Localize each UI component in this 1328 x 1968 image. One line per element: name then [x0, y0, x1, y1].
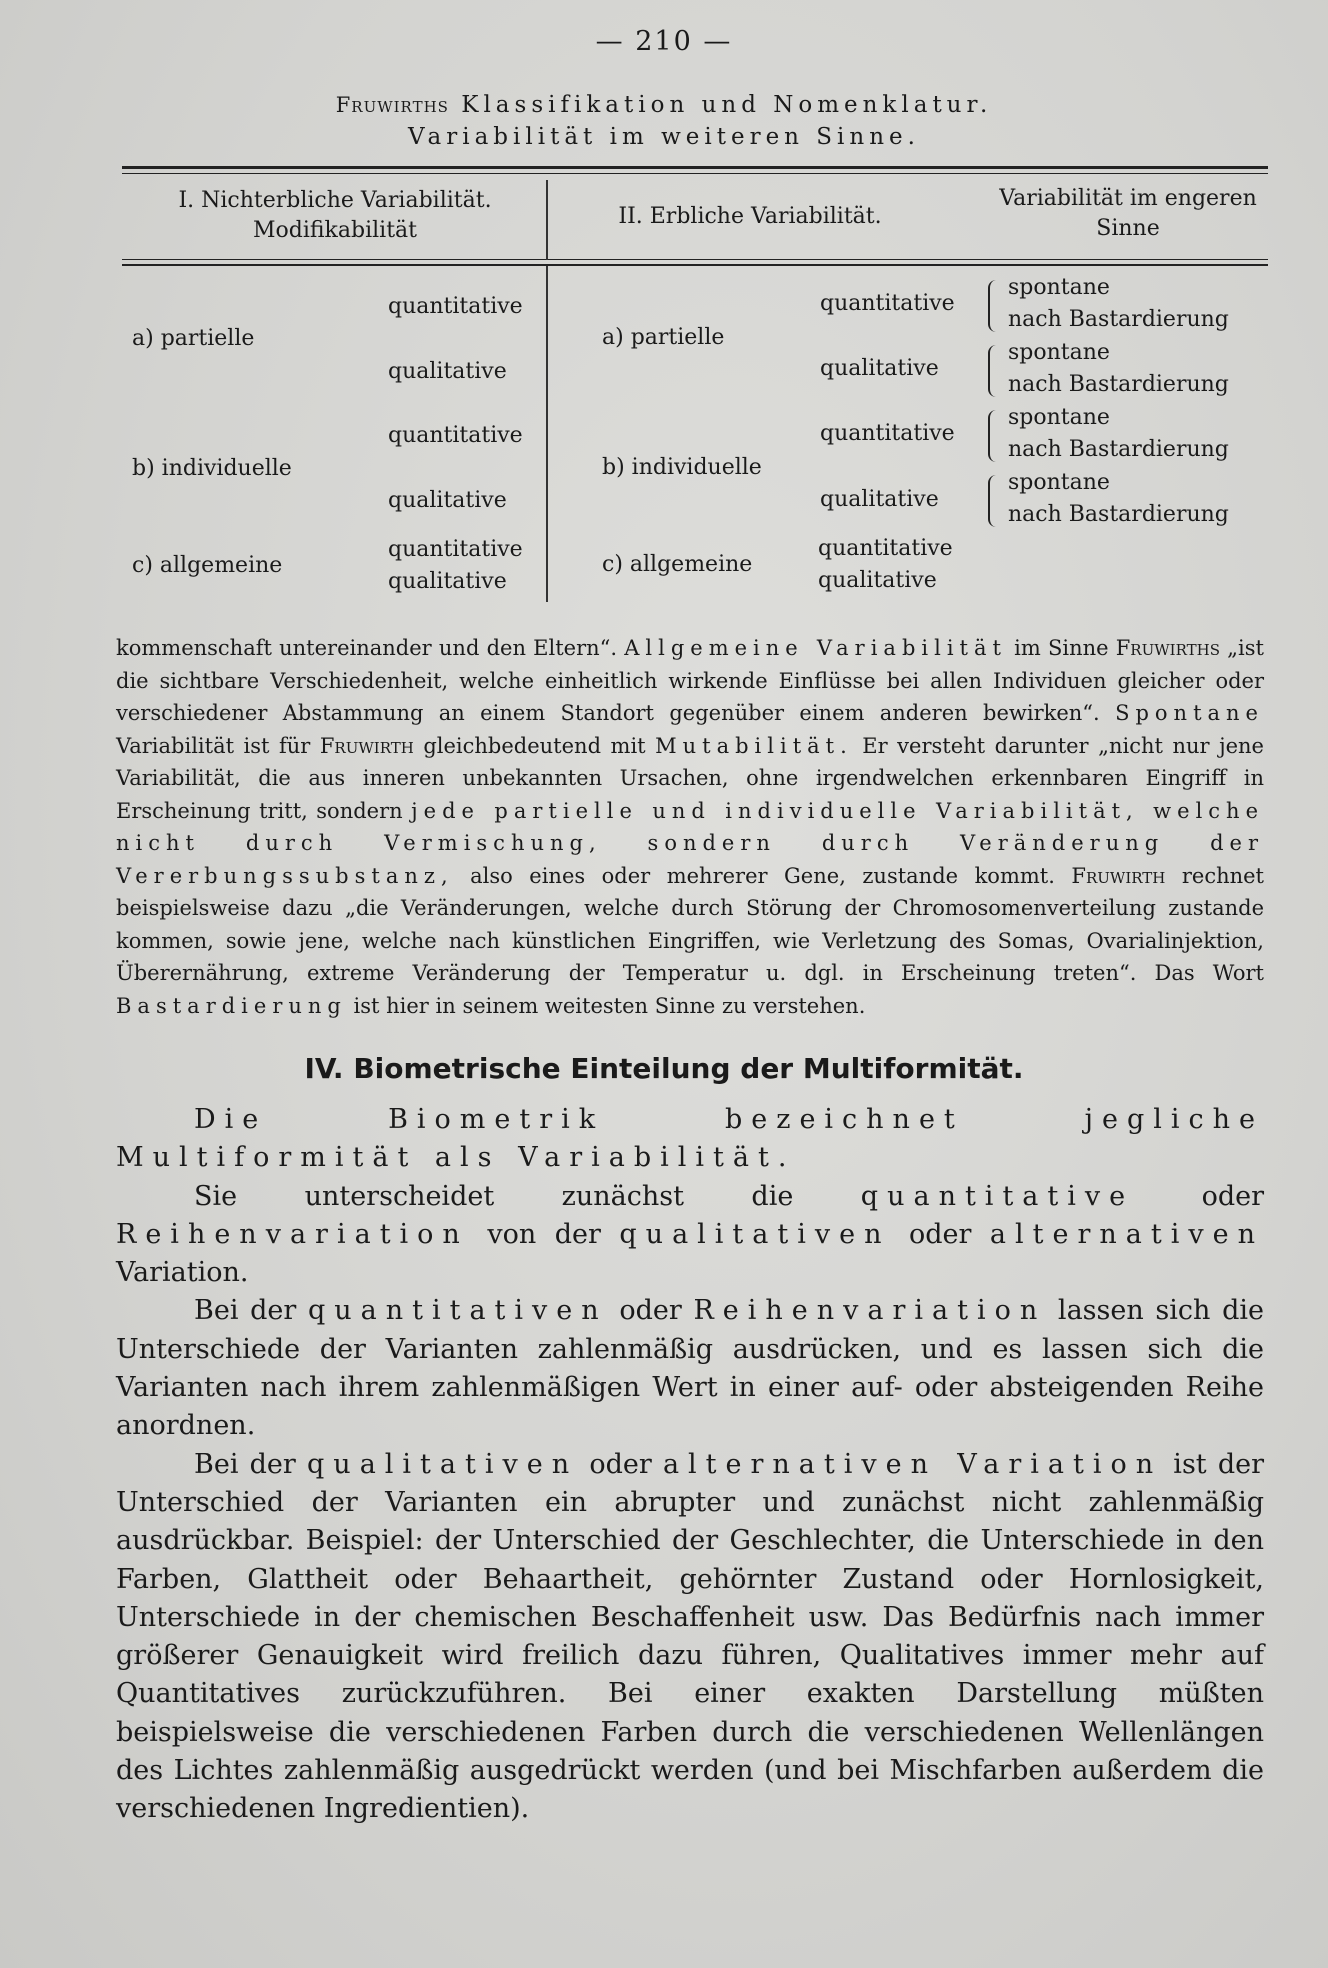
table-header-col2: II. Erbliche Variabilität.: [618, 204, 882, 229]
footnote-text: [116, 632, 1264, 1022]
p4d: alternativen Variation: [662, 1448, 1163, 1480]
fn-t10: Mutabilität.: [655, 733, 853, 758]
fn-t16: Bastardierung: [116, 993, 347, 1018]
row-a-quant-II: quantitative: [820, 291, 955, 316]
table-header-col1: [150, 186, 520, 246]
footnote-paragraph: [116, 632, 1264, 1022]
p4b: qualitativen: [307, 1448, 579, 1480]
row-a-qual-I: qualitative: [388, 359, 507, 384]
header-col1-line1: I. Nichterbliche Variabilität.: [178, 188, 492, 213]
engeren-bastard-1: nach Bastardierung: [1008, 307, 1229, 332]
engeren-spontane-3: spontane: [1008, 405, 1110, 430]
header-divider-1: [546, 180, 548, 260]
row-b-quant-II: quantitative: [820, 421, 955, 446]
main-body: [116, 1101, 1264, 1829]
fn-t4: Fruwirths: [1115, 636, 1220, 660]
brace-3: [988, 410, 999, 462]
p2h: alternativen: [989, 1218, 1264, 1250]
header-col1-line2: Modifikabilität: [252, 218, 417, 243]
row-c-quant-I: quantitative: [388, 537, 523, 562]
row-c-quant-II: quantitative: [818, 536, 953, 561]
table-header-col3: [978, 184, 1278, 244]
page-number: — 210 —: [595, 26, 733, 57]
p2b: quantitative: [860, 1180, 1135, 1212]
fn-t11: Er versteht darunter „nicht nur jene Variabilität, die aus inneren unbekannten Ursachen, ohne irgendwelchen erkennbaren Eingriff in Erscheinung tritt, sondern: [116, 733, 1264, 823]
p3e: lassen sich die Unterschiede der Varianten zahlenmäßig ausdrücken, und es lassen sich die Varianten nach ihrem zahlenmäßigen Wert in einer auf- oder absteigenden Reihe anordnen.: [116, 1295, 1264, 1442]
fn-t2: Allgemeine Variabilität: [624, 636, 1007, 660]
p2f: qualitativen: [619, 1218, 891, 1250]
fn-t17: ist hier in seinem weitesten Sinne zu verstehen.: [346, 993, 866, 1018]
p4c: oder: [578, 1448, 663, 1480]
row-a-quant-I: quantitative: [388, 294, 523, 319]
fn-t14: Fruwirth: [1071, 863, 1166, 888]
fn-t1: kommenschaft untereinander und den Eltern“.: [116, 636, 625, 660]
p2g: oder: [890, 1218, 990, 1250]
body-paragraph-1: Die Biometrik bezeichnet jegliche Multiformität als Variabilität.: [116, 1104, 1264, 1174]
body-paragraph-3: [116, 1292, 1264, 1445]
table-top-rule: [122, 166, 1268, 169]
header-col3-line2: Sinne: [1096, 216, 1160, 241]
row-b-label-I: b) individuelle: [132, 456, 292, 481]
p3b: quantitativen: [307, 1295, 608, 1327]
brace-1: [988, 280, 999, 332]
p2i: Variation.: [116, 1257, 249, 1289]
table-header-rule-a: [122, 259, 1268, 260]
row-c-qual-I: qualitative: [388, 569, 507, 594]
engeren-bastard-4: nach Bastardierung: [1008, 502, 1229, 527]
engeren-spontane-2: spontane: [1008, 340, 1110, 365]
fn-t15: rechnet beispielsweise dazu „die Veränderungen, welche durch Störung der Chromosomenverteilung zustande kommen, sowie jene, welche nach künstlichen Eingriffen, wie Verletzung des Somas, Ovarialinjektion, Überernährung, extreme Veränderung der Temperatur u. dgl. in Erscheinung treten“. Das Wort: [116, 863, 1264, 985]
p3a: Bei der: [194, 1295, 308, 1327]
body-paragraph-2: [116, 1178, 1264, 1293]
row-c-qual-II: qualitative: [818, 568, 937, 593]
table-caption-line1: [0, 92, 1328, 118]
row-a-label-II: a) partielle: [602, 325, 725, 350]
p4a: Bei der: [194, 1448, 308, 1480]
row-b-label-II: b) individuelle: [602, 455, 762, 480]
table-caption-line2: Variabilität im weiteren Sinne.: [408, 124, 920, 150]
p3c: oder: [607, 1295, 694, 1327]
engeren-spontane-4: spontane: [1008, 470, 1110, 495]
fn-t13: also eines oder mehrerer Gene, zustande kommt.: [453, 863, 1072, 888]
brace-2: [988, 345, 999, 397]
fn-t9: gleichbedeutend mit: [413, 733, 656, 758]
brace-4: [988, 475, 999, 527]
fn-t6: Spontane: [1115, 701, 1264, 725]
row-a-label-I: a) partielle: [132, 326, 255, 351]
row-b-qual-I: qualitative: [388, 488, 507, 513]
fn-t3: im Sinne: [1006, 636, 1116, 660]
table-top-rule-thin: [122, 173, 1268, 174]
fn-t7: Variabilität ist für: [116, 733, 320, 758]
row-c-label-I: c) allgemeine: [132, 553, 283, 578]
column-divider: [546, 266, 548, 602]
p2d: Reihenvariation: [116, 1218, 469, 1250]
table-header-rule-b: [122, 264, 1268, 266]
p3d: Reihenvariation: [693, 1295, 1047, 1327]
row-b-qual-II: qualitative: [820, 487, 939, 512]
p2c: oder: [1134, 1180, 1264, 1212]
p2a: Sie unterscheidet zunächst die: [194, 1180, 861, 1212]
row-c-label-II: c) allgemeine: [602, 552, 753, 577]
p2e: von der: [468, 1218, 620, 1250]
p4e: ist der Unterschied der Varianten ein abrupter und zunächst nicht zahlenmäßig ausdrückbar. Beispiel: der Unterschied der Geschlechter, die Unterschiede in den Farben, Glattheit oder Behaartheit, gehörnter Zustand oder Hornlosigkeit, Unterschiede in der chemischen Beschaffenheit usw. Das Bedürfnis nach immer größerer Genauigkeit wird freilich dazu führen, Qualitatives immer mehr auf Quantitatives zurückzuführen. Bei einer exakten Darstellung müßten beispielsweise die verschiedenen Farben durch die verschiedenen Wellenlängen des Lichtes zahlenmäßig ausgedrückt werden (und bei Mischfarben außerdem die verschiedenen Ingredientien).: [116, 1448, 1265, 1825]
row-b-quant-I: quantitative: [388, 423, 523, 448]
header-col3-line1: Variabilität im engeren: [999, 186, 1257, 211]
section-heading: IV. Biometrische Einteilung der Multiformität.: [304, 1052, 1024, 1085]
engeren-spontane-1: spontane: [1008, 275, 1110, 300]
caption-author: Fruwirths: [335, 93, 449, 117]
fn-t5: „ist die sichtbare Verschiedenheit, welche einheitlich wirkende Einflüsse bei allen Individuen gleicher oder verschiedener Abstammung an einem Standort gegenüber einem anderen bewirken“.: [116, 636, 1264, 725]
body-paragraph-4: [116, 1446, 1264, 1829]
engeren-bastard-2: nach Bastardierung: [1008, 372, 1229, 397]
fn-t12: jede partielle und individuelle Variabilität, welche nicht durch Vermischung, sondern durch Veränderung der Vererbungssubstanz,: [116, 798, 1265, 888]
caption-title: Klassifikation und Nomenklatur.: [461, 92, 993, 118]
row-a-qual-II: qualitative: [820, 356, 939, 381]
fn-t8: Fruwirth: [319, 733, 414, 758]
engeren-bastard-3: nach Bastardierung: [1008, 437, 1229, 462]
